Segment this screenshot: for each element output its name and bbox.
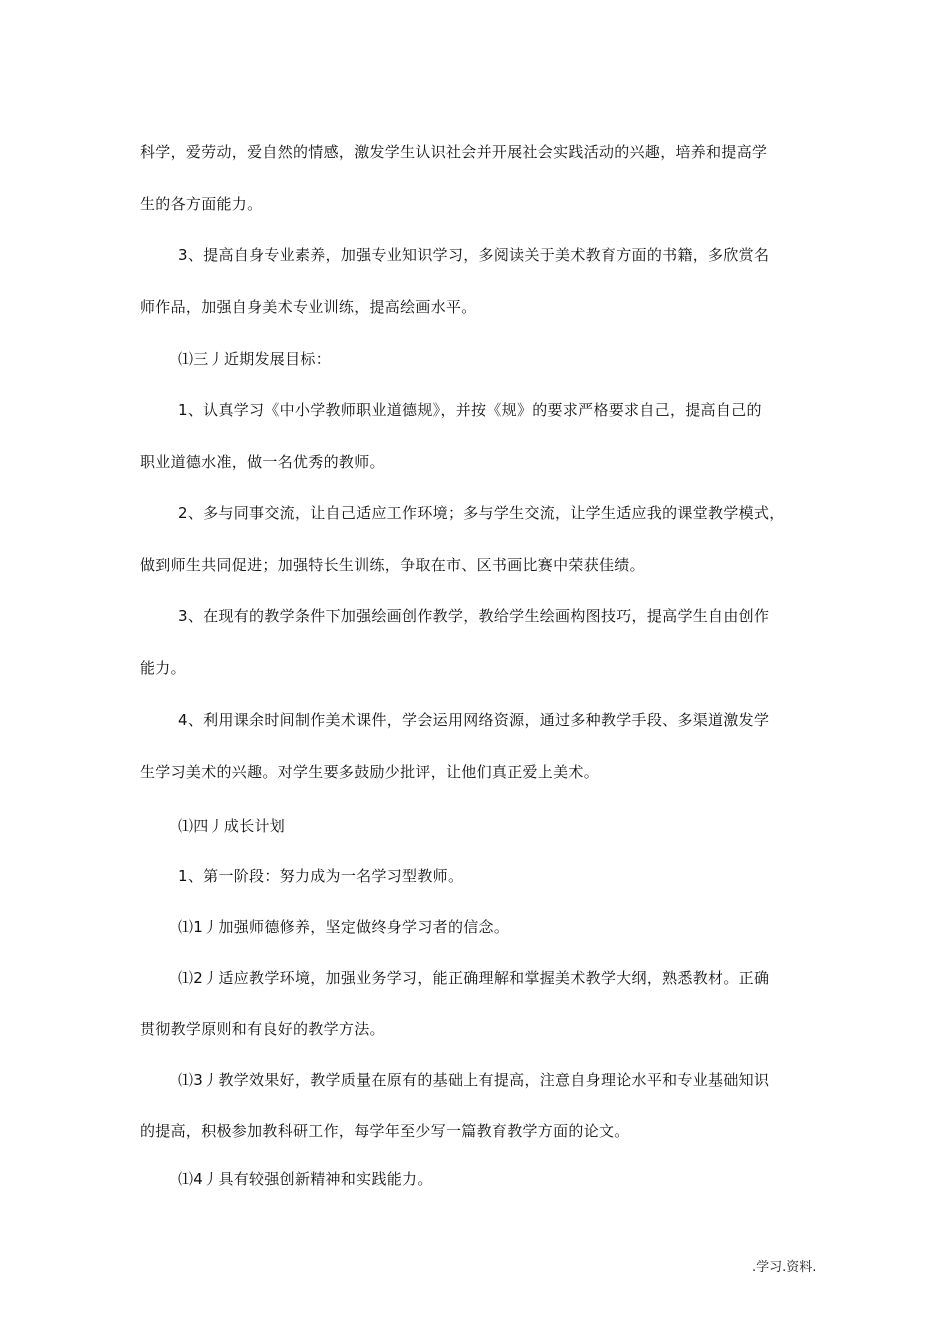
paragraph-line: 职业道德水准，做一名优秀的教师。: [140, 453, 385, 471]
section-heading: ⑴三丿近期发展目标：: [178, 350, 332, 368]
paragraph-line: 生学习美术的兴趣。对学生要多鼓励少批评，让他们真正爱上美术。: [140, 763, 600, 781]
sub-item-line: ⑴2丿适应教学环境，加强业务学习，能正确理解和掌握美术教学大纲，熟悉教材。正确: [178, 969, 770, 987]
sub-item-line: ⑴1丿加强师德修养，坚定做终身学习者的信念。: [178, 918, 510, 936]
paragraph-line: 师作品，加强自身美术专业训练，提高绘画水平。: [140, 298, 477, 316]
paragraph-line: 做到师生共同促进；加强特长生训练，争取在市、区书画比赛中荣获佳绩。: [140, 556, 645, 574]
sub-item-line: ⑴3丿教学效果好，教学质量在原有的基础上有提高，注意自身理论水平和专业基础知识: [178, 1071, 770, 1089]
numbered-item-line: 1、第一阶段：努力成为一名学习型教师。: [178, 867, 464, 885]
page-footer: .学习.资料.: [752, 1260, 817, 1275]
numbered-item-line: 3、提高自身专业素养，加强专业知识学习，多阅读关于美术教育方面的书籍，多欣赏名: [178, 246, 770, 264]
paragraph-line: 的提高，积极参加教科研工作，每学年至少写一篇教育教学方面的论文。: [140, 1122, 630, 1140]
sub-item-line: ⑴4丿具有较强创新精神和实践能力。: [178, 1170, 433, 1188]
paragraph-line: 贯彻教学原则和有良好的教学方法。: [140, 1020, 385, 1038]
numbered-item-line: 1、认真学习《中小学教师职业道德规》，并按《规》的要求严格要求自己，提高自己的: [178, 401, 762, 419]
paragraph-line: 能力。: [140, 659, 186, 677]
numbered-item-line: 2、多与同事交流，让自己适应工作环境；多与学生交流，让学生适应我的课堂教学模式，: [178, 504, 785, 522]
section-heading: ⑴四丿成长计划: [178, 817, 286, 835]
paragraph-line: 科学，爱劳动，爱自然的情感，激发学生认识社会并开展社会实践活动的兴趣，培养和提高学: [140, 143, 768, 161]
numbered-item-line: 3、在现有的教学条件下加强绘画创作教学，教给学生绘画构图技巧，提高学生自由创作: [178, 607, 770, 625]
paragraph-line: 生的各方面能力。: [140, 195, 263, 213]
numbered-item-line: 4、利用课余时间制作美术课件，学会运用网络资源，通过多种教学手段、多渠道激发学: [178, 711, 770, 729]
